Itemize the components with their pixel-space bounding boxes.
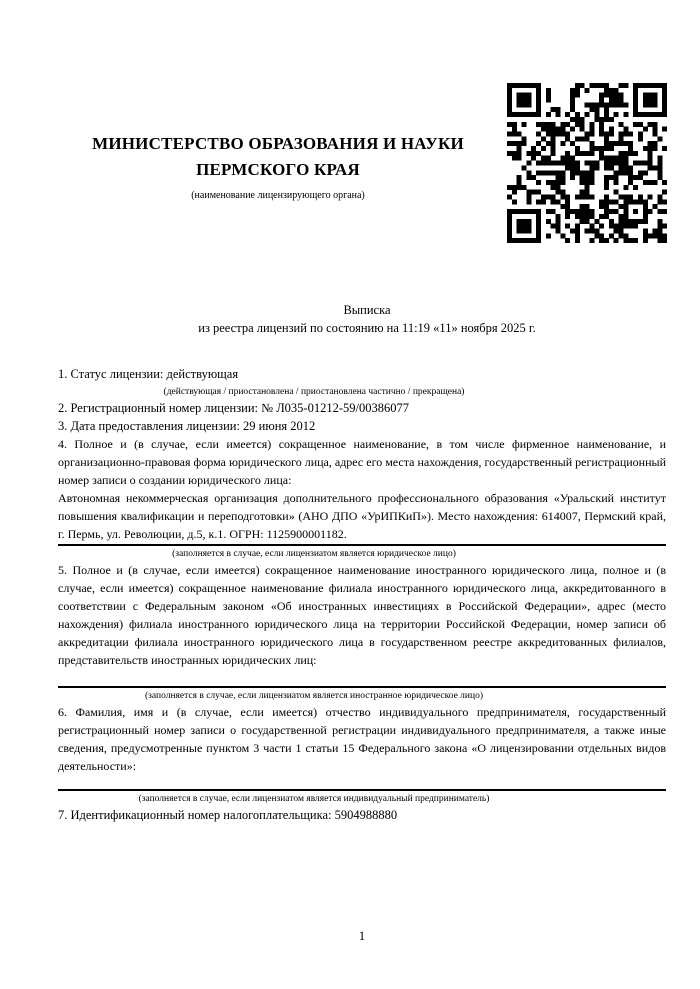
item-legal-entity-statement: 4. Полное и (в случае, если имеется) сокращенное наименование, в том числе фирменное наименование, и организационно-правовая форма юридического лица, адрес его места нахождения, государственный регистрационный номер записи о создании юридического лица: (58, 437, 667, 487)
item-foreign-entity-rule (58, 686, 666, 703)
document-title-line1: Выписка (343, 303, 391, 317)
item-taxpayer-number: 7. Идентификационный номер налогоплательщика: 5904988880 (58, 808, 398, 822)
item-entrepreneur-rule (58, 789, 666, 806)
item-grant-date: 3. Дата предоставления лицензии: 29 июня 2012 (58, 419, 316, 433)
item-legal-entity-caption: (заполняется в случае, если лицензиатом является юридическое лицо) (172, 549, 456, 559)
item-legal-entity-value: Автономная некоммерческая организация дополнительного профессионального образования «Уральский институт повышения квалификации и переподготовки» (АНО ДПО «УрИПКиП»). Место нахождения: 614007, Пермский край, г. Пермь, ул. Революции, д.5, к.1. ОГРН: 1125900001182. (58, 491, 666, 541)
item-foreign-entity-statement: 5. Полное и (в случае, если имеется) сокращенное наименование иностранного юридического лица, полное и (в случае, если имеется) сокращенное наименование филиала иностранного юридического лица, аккредитованного в соответствии с Федеральным законом «Об иностранных инвестициях в Российской Федерации», адрес (место нахождения) филиала иностранного юридического лица на территории Российской Федерации, номер записи об аккредитации филиала иностранного юридического лица в государственном реестре аккредитованных филиалов, представительств иностранных юридических лиц: (58, 563, 666, 667)
item-legal-entity-rule (58, 544, 666, 561)
issuing-authority-name (58, 131, 498, 183)
header (58, 131, 498, 202)
document-body (58, 365, 666, 824)
issuing-authority-caption: (наименование лицензирующего органа) (191, 190, 365, 201)
item-entrepreneur-caption: (заполняется в случае, если лицензиатом является индивидуальный предприниматель) (138, 794, 490, 804)
document-title (58, 301, 676, 337)
item-license-status-caption: (действующая / приостановлена / приостановлена частично / прекращена) (163, 387, 465, 397)
document-title-line2: из реестра лицензий по состоянию на 11:19 «11» ноября 2025 г. (198, 321, 536, 335)
page-number: 1 (358, 929, 366, 943)
item-license-status: 1. Статус лицензии: действующая (58, 367, 239, 381)
issuing-authority-line1: МИНИСТЕРСТВО ОБРАЗОВАНИЯ И НАУКИ (92, 134, 464, 153)
item-foreign-entity-caption: (заполняется в случае, если лицензиатом является иностранное юридическое лицо) (145, 691, 483, 701)
qr-code-icon (507, 83, 667, 243)
item-entrepreneur-statement: 6. Фамилия, имя и (в случае, если имеется) отчество индивидуального предпринимателя, государственный регистрационный номер записи о государственной регистрации индивидуального предпринимателя, а также иные сведения, предусмотренные пунктом 3 части 1 статьи 15 Федерального закона «О лицензировании отдельных видов деятельности»: (58, 705, 666, 773)
issuing-authority-line2: ПЕРМСКОГО КРАЯ (196, 160, 360, 179)
item-registration-number: 2. Регистрационный номер лицензии: № Л035-01212-59/00386077 (58, 401, 409, 415)
